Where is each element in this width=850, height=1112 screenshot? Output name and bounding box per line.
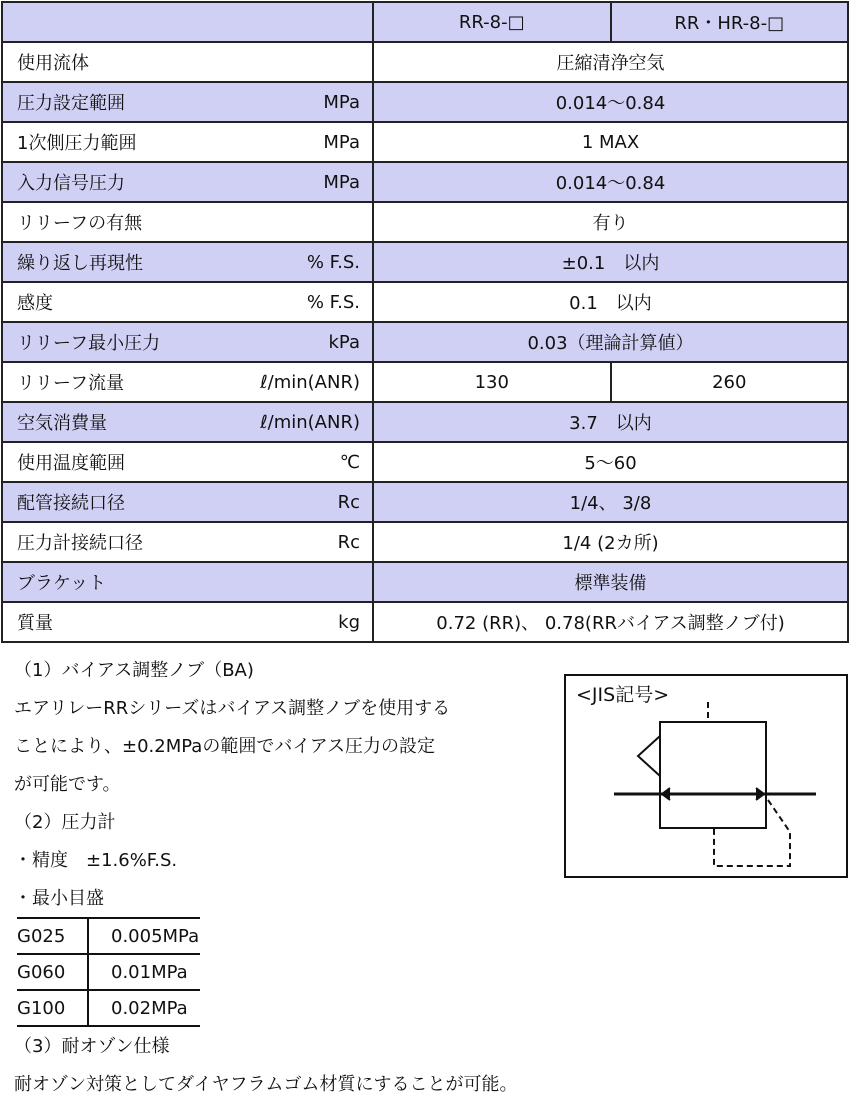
ozone-title: （3）耐オゾン仕様 — [14, 1036, 170, 1057]
table-row — [2, 202, 848, 242]
row-label: 使用温度範囲 — [17, 453, 125, 474]
table-header-row — [2, 2, 848, 42]
row-label: 1次側圧力範囲 — [17, 133, 137, 154]
gauge-model: G100 — [17, 990, 88, 1026]
row-label-cell — [2, 442, 373, 482]
gauge-model: G060 — [17, 954, 88, 990]
ozone-text: 耐オゾン対策としてダイヤフラムゴム材質にすることが可能。 — [14, 1074, 518, 1095]
bias-title: （1）バイアス調整ノブ（BA) — [14, 660, 254, 681]
row-label-cell — [2, 362, 373, 402]
row-label: 入力信号圧力 — [17, 173, 125, 194]
row-label-cell — [2, 122, 373, 162]
row-label-cell — [2, 282, 373, 322]
row-value: 0.1 以内 — [373, 282, 848, 322]
row-label: 空気消費量 — [17, 413, 107, 434]
row-value: 130 — [373, 362, 611, 402]
row-unit: ℓ/min(ANR) — [260, 411, 360, 433]
row-label-cell — [2, 482, 373, 522]
row-label: リリーフの有無 — [17, 213, 143, 234]
row-value: 0.72 (RR)、 0.78(RRバイアス調整ノブ付) — [373, 602, 848, 642]
table-row — [2, 522, 848, 562]
header-blank — [2, 2, 373, 42]
row-unit: ℃ — [339, 451, 360, 473]
table-row — [2, 562, 848, 602]
table-row — [17, 990, 200, 1026]
row-label: 圧力設定範囲 — [17, 93, 125, 114]
row-label: 感度 — [17, 293, 53, 314]
row-value: 0.014～0.84 — [373, 162, 848, 202]
row-unit: MPa — [323, 171, 360, 193]
table-row — [2, 322, 848, 362]
row-unit: % F.S. — [306, 251, 360, 273]
table-row — [2, 402, 848, 442]
bias-line: が可能です。 — [14, 774, 121, 795]
row-label-cell — [2, 522, 373, 562]
row-value: 有り — [373, 202, 848, 242]
table-row — [2, 82, 848, 122]
table-row — [2, 282, 848, 322]
row-value: 圧縮清浄空気 — [373, 42, 848, 82]
table-row — [17, 918, 200, 954]
row-value: 1/4 (2カ所) — [373, 522, 848, 562]
table-row — [2, 122, 848, 162]
row-unit: Rc — [337, 531, 360, 553]
row-label-cell — [2, 242, 373, 282]
row-value: 標準装備 — [373, 562, 848, 602]
row-label-cell — [2, 602, 373, 642]
gauge-min-scale: ・最小目盛 — [14, 888, 104, 909]
ozone-notes — [14, 1028, 517, 1104]
row-label-cell — [2, 562, 373, 602]
row-value: 0.03（理論計算値） — [373, 322, 848, 362]
row-label-cell — [2, 162, 373, 202]
row-label: リリーフ流量 — [17, 373, 125, 394]
header-model-1: RR-8-□ — [373, 2, 611, 42]
header-model-2: RR・HR-8-□ — [611, 2, 849, 42]
notes — [14, 652, 554, 918]
gauge-model: G025 — [17, 918, 88, 954]
row-label-cell — [2, 402, 373, 442]
row-unit: ℓ/min(ANR) — [260, 371, 360, 393]
row-unit: kPa — [328, 331, 360, 353]
row-unit: kg — [338, 611, 360, 633]
row-value: 260 — [611, 362, 849, 402]
row-label-cell — [2, 42, 373, 82]
table-row — [2, 162, 848, 202]
row-unit: % F.S. — [306, 291, 360, 313]
row-unit: MPa — [323, 131, 360, 153]
gauge-scale: 0.01MPa — [88, 954, 200, 990]
row-value: ±0.1 以内 — [373, 242, 848, 282]
gauge-accuracy: ・精度 ±1.6%F.S. — [14, 850, 178, 871]
table-row — [2, 242, 848, 282]
table-row — [2, 482, 848, 522]
row-label: 圧力計接続口径 — [17, 533, 143, 554]
bias-line: ことにより、±0.2MPaの範囲でバイアス圧力の設定 — [14, 736, 436, 757]
table-row — [17, 954, 200, 990]
row-label: ブラケット — [17, 573, 107, 594]
row-label: 配管接続口径 — [17, 493, 125, 514]
row-label: 繰り返し再現性 — [17, 253, 143, 274]
bias-line: エアリレーRRシリーズはバイアス調整ノブを使用する — [14, 698, 451, 719]
row-label: 使用流体 — [17, 53, 89, 74]
gauge-scale: 0.02MPa — [88, 990, 200, 1026]
gauge-title: （2）圧力計 — [14, 812, 116, 833]
row-label-cell — [2, 82, 373, 122]
row-value: 3.7 以内 — [373, 402, 848, 442]
row-label-cell — [2, 202, 373, 242]
row-value: 1 MAX — [373, 122, 848, 162]
row-unit: MPa — [323, 91, 360, 113]
table-row — [2, 602, 848, 642]
row-label: リリーフ最小圧力 — [17, 333, 161, 354]
jis-title: <JIS記号> — [576, 684, 670, 706]
row-unit: Rc — [337, 491, 360, 513]
table-row — [2, 42, 848, 82]
row-label-cell — [2, 322, 373, 362]
jis-symbol-box — [564, 674, 848, 878]
spec-table — [1, 1, 849, 643]
gauge-scale-table — [17, 917, 200, 1027]
row-value: 5～60 — [373, 442, 848, 482]
gauge-scale: 0.005MPa — [88, 918, 200, 954]
table-row — [2, 362, 848, 402]
row-value: 0.014～0.84 — [373, 82, 848, 122]
row-value: 1/4、 3/8 — [373, 482, 848, 522]
relay-symbol-icon — [566, 676, 850, 880]
row-label: 質量 — [17, 613, 53, 634]
table-row — [2, 442, 848, 482]
